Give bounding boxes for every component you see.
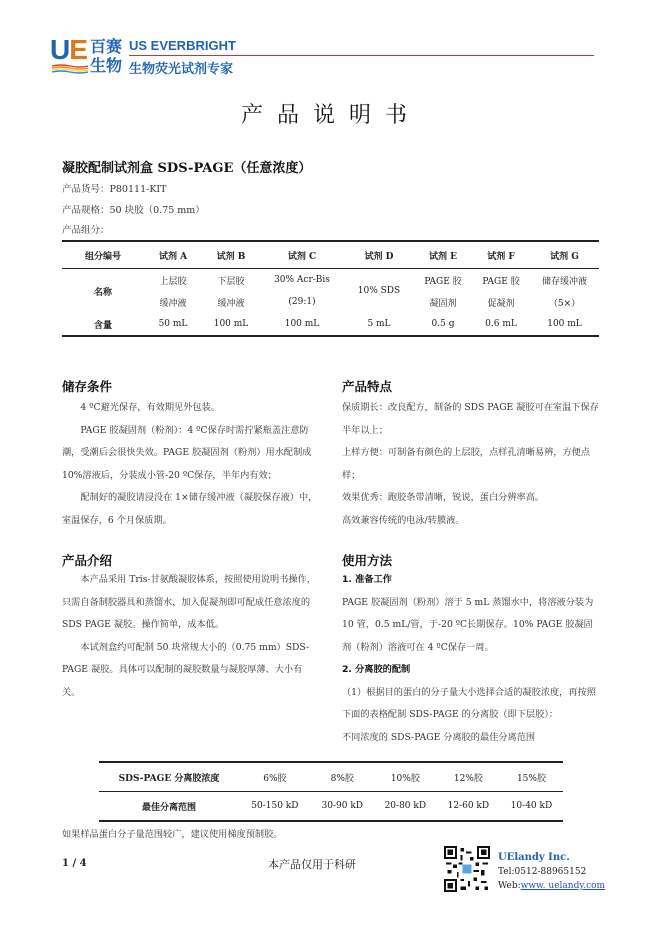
row-label-concentration: SDS-PAGE 分离胶浓度 xyxy=(99,762,239,792)
product-sku: 产品货号：P80111-KIT xyxy=(62,184,167,195)
row-label-name: 名称 xyxy=(93,287,112,298)
storage-title: 储存条件 xyxy=(62,379,113,394)
logo-cn-bottom: 生物 xyxy=(90,56,123,75)
table-cell: 缓冲液 xyxy=(159,298,187,309)
table-cell: 10%胶 xyxy=(374,762,437,792)
table-header-row xyxy=(62,241,599,269)
usage-step2-title: 2. 分离胶的配制 xyxy=(342,664,411,675)
header-cell: 试剂 B xyxy=(202,241,260,269)
feature-paragraph: 上样方便：可制备有颜色的上层胶，点样孔清晰易辨，方便点样； xyxy=(342,447,591,481)
header-cell: 试剂 E xyxy=(414,241,472,269)
page-number: 1 / 4 xyxy=(62,858,87,869)
table-cell: 储存缓冲液 xyxy=(541,276,587,287)
table-row xyxy=(99,762,563,792)
gel-range-table xyxy=(99,761,563,822)
logo-letter-u: U xyxy=(50,34,70,65)
table-cell: PAGE 胶 xyxy=(482,276,520,287)
table-cell: 30% Acr-Bis xyxy=(274,275,330,285)
intro-paragraph: 本试剂盒约可配制 50 块常规大小的（0.75 mm）SDS-PAGE 凝胶。具体可以配制的凝胶数量与凝胶厚薄、大小有关。 xyxy=(62,641,310,698)
website-line xyxy=(498,879,605,893)
logo-cn-top: 百赛 xyxy=(90,37,123,56)
table-cell: 12%胶 xyxy=(437,762,500,792)
table-cell: 凝固剂 xyxy=(429,298,457,309)
product-spec: 产品规格：50 块胶（0.75 mm） xyxy=(62,205,205,216)
table-cell: 5 mL xyxy=(344,313,414,336)
header-cell: 组分编号 xyxy=(62,241,144,269)
header-cell: 试剂 G xyxy=(530,241,599,269)
table-cell: 15%胶 xyxy=(500,762,563,792)
table-row xyxy=(99,792,563,822)
row-label-range: 最佳分离范围 xyxy=(99,792,239,822)
table-cell: (29:1) xyxy=(288,297,316,307)
logo-letter-e: E xyxy=(69,34,87,65)
website-label: Web: xyxy=(498,881,521,891)
brand-slogan: 生物荧光试剂专家 xyxy=(129,62,234,77)
brand-logo xyxy=(50,35,87,65)
logo-wave-icon xyxy=(52,64,88,74)
table-cell: 下层胶 xyxy=(217,276,245,287)
header-cell: 试剂 D xyxy=(344,241,414,269)
usage-step1-text: PAGE 胶凝固剂（粉剂）溶于 5 mL 蒸馏水中，将溶液分装为 10 管，0.5 mL/管，于-20 ºC长期保存。10% PAGE 胶凝固剂（粉剂）溶液可在 4 ºC保存一周。 xyxy=(342,596,594,653)
table-cell: 缓冲液 xyxy=(217,298,245,309)
note-text: 如果样品蛋白分子量范围较广，建议使用梯度预制胶。 xyxy=(62,829,283,840)
table-row xyxy=(62,269,599,292)
storage-paragraph: 4 ºC避光保存，有效期见外包装。 xyxy=(80,402,220,413)
components-label: 产品组分： xyxy=(62,225,110,236)
feature-paragraph: 高效兼容传统的电泳/转膜液。 xyxy=(342,514,465,526)
phone-number: Tel:0512-88965152 xyxy=(498,867,587,877)
table-cell: 100 mL xyxy=(202,313,260,336)
contact-block xyxy=(498,851,605,893)
table-cell: 30-90 kD xyxy=(311,792,374,822)
intro-title: 产品介绍 xyxy=(62,553,113,568)
table-row xyxy=(62,313,599,336)
row-label-amount: 含量 xyxy=(62,313,144,336)
header-cell: 试剂 A xyxy=(144,241,202,269)
table-cell: 100 mL xyxy=(530,313,599,336)
feature-paragraph: 效果优秀：跑胶条带清晰，锐说，蛋白分辨率高。 xyxy=(342,492,545,503)
intro-body xyxy=(62,569,320,704)
table-cell: 10-40 kD xyxy=(500,792,563,822)
table-cell: 100 mL xyxy=(260,313,344,336)
usage-step2-caption: 不同浓度的 SDS-PAGE 分离胶的最佳分离范围 xyxy=(342,731,536,743)
footer-disclaimer: 本产品仅用于科研 xyxy=(268,858,356,871)
features-body xyxy=(342,397,600,532)
brand-english: US EVERBRIGHT xyxy=(129,38,236,53)
table-cell: 上层胶 xyxy=(159,276,187,287)
website-link[interactable]: www. uelandy.com xyxy=(520,881,606,891)
table-cell: 0.6 mL xyxy=(472,313,530,336)
table-cell: 促凝剂 xyxy=(487,298,515,309)
usage-step2-text: （1）根据目的蛋白的分子量大小选择合适的凝胶浓度，再按照下面的表格配制 SDS-PAGE 的分离胶（即下层胶）： xyxy=(342,686,596,720)
table-cell: PAGE 胶 xyxy=(424,276,462,287)
product-name: 凝胶配制试剂盒 SDS-PAGE（任意浓度） xyxy=(62,161,312,176)
company-name: UElandy Inc. xyxy=(498,852,570,863)
table-cell: 50-150 kD xyxy=(239,792,311,822)
storage-paragraph: 配制好的凝胶请浸没在 1×储存缓冲液（凝胶保存液）中，室温保存，6 个月保质期。 xyxy=(62,492,318,526)
table-cell: 20-80 kD xyxy=(374,792,437,822)
table-cell: 10% SDS xyxy=(357,286,401,296)
feature-paragraph: 保质期长：改良配方，制备的 SDS PAGE 凝胶可在室温下保存半年以上； xyxy=(342,402,599,436)
storage-paragraph: PAGE 胶凝固剂（粉剂）：4 ºC保存时需拧紧瓶盖注意防潮，受潮后会很快失效。PAGE 胶凝固剂（粉剂）用水配制成 10%溶液后，分装成小管-20 ºC保存，半年内有效； xyxy=(62,424,312,481)
table-cell: 12-60 kD xyxy=(437,792,500,822)
document-title: 产品说明书 xyxy=(240,103,421,128)
qr-code-icon xyxy=(444,846,490,892)
intro-paragraph: 本产品采用 Tris-甘氨酸凝胶体系，按照使用说明书操作，只需自备制胶器具和蒸馏水，加入促凝剂即可配成任意浓度的 SDS PAGE 凝胶。操作简单，成本低。 xyxy=(62,574,316,630)
table-cell: 0.5 g xyxy=(414,313,472,336)
table-cell: （5×） xyxy=(548,298,581,309)
usage-body xyxy=(342,569,600,749)
table-cell: 6%胶 xyxy=(239,762,311,792)
header-rule xyxy=(129,55,594,56)
usage-step1-title: 1. 准备工作 xyxy=(342,574,392,585)
usage-title: 使用方法 xyxy=(342,553,393,568)
header-cell: 试剂 C xyxy=(260,241,344,269)
storage-body xyxy=(62,397,320,532)
features-title: 产品特点 xyxy=(342,379,393,394)
table-cell: 50 mL xyxy=(144,313,202,336)
table-cell: 8%胶 xyxy=(311,762,374,792)
components-table xyxy=(62,240,599,337)
header-cell: 试剂 F xyxy=(472,241,530,269)
